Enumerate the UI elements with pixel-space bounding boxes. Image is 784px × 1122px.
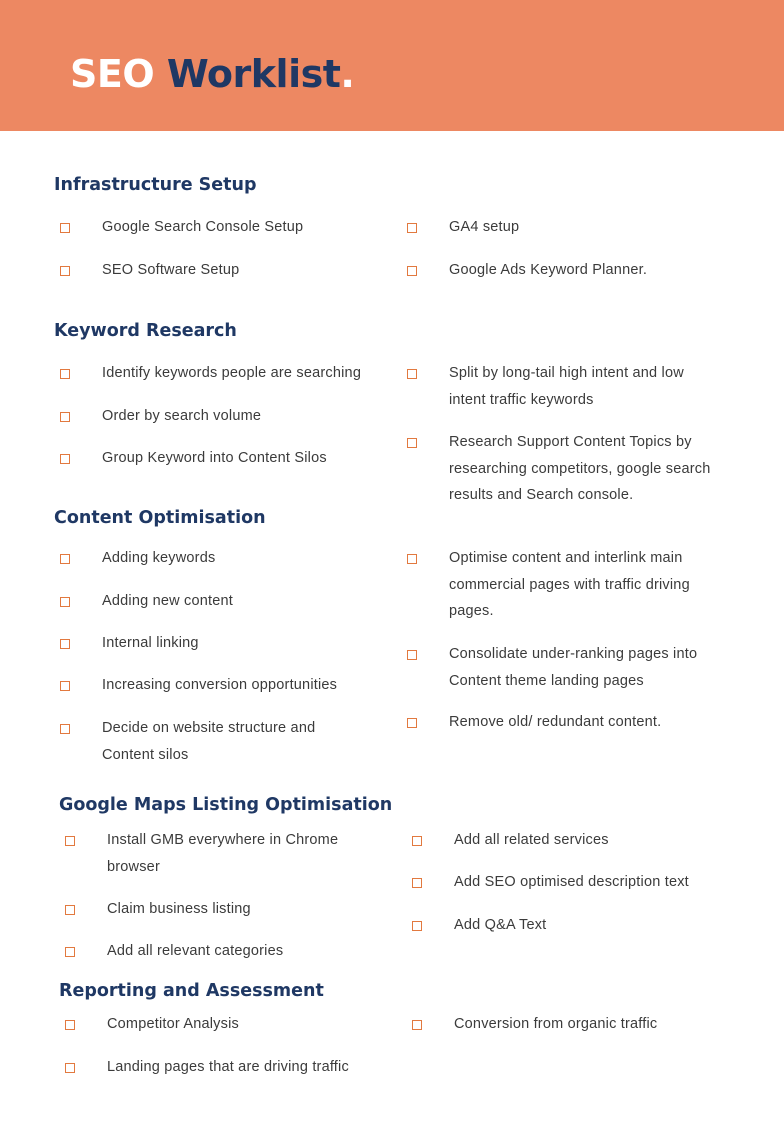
section-heading-reporting: Reporting and Assessment	[59, 981, 324, 1001]
title-word-worklist: Worklist	[166, 52, 341, 96]
checklist-item[interactable]	[407, 360, 727, 413]
checkbox[interactable]	[407, 369, 417, 379]
checklist-item-label: Internal linking	[102, 635, 199, 651]
checkbox[interactable]	[407, 266, 417, 276]
checklist-item[interactable]	[65, 938, 385, 965]
checklist-item[interactable]	[60, 403, 380, 430]
checklist-item[interactable]	[60, 445, 380, 472]
checkbox[interactable]	[60, 223, 70, 233]
checklist-item-label: Research Support Content Topics by researching competitors, google search results and Search console.	[449, 434, 711, 503]
checklist-item-label: Increasing conversion opportunities	[102, 677, 338, 693]
checklist-item-label: Split by long-tail high intent and low intent traffic keywords	[449, 365, 684, 408]
checkbox[interactable]	[407, 554, 417, 564]
checklist-item[interactable]	[407, 709, 737, 736]
checklist-item-label: Install GMB everywhere in Chrome browser	[107, 832, 339, 875]
checkbox[interactable]	[65, 1020, 75, 1030]
checklist-item[interactable]	[412, 1011, 742, 1038]
checklist-item[interactable]	[60, 360, 380, 387]
checklist-item-label: Identify keywords people are searching	[102, 365, 362, 381]
checklist-item-label: Consolidate under-ranking pages into Content theme landing pages	[449, 646, 698, 689]
checklist-item[interactable]	[60, 715, 380, 768]
header-banner	[0, 0, 784, 131]
checkbox[interactable]	[60, 266, 70, 276]
checkbox[interactable]	[407, 650, 417, 660]
checklist-item-label: Order by search volume	[102, 408, 262, 424]
section-heading-google-maps: Google Maps Listing Optimisation	[59, 795, 393, 815]
title-word-seo: SEO	[70, 52, 155, 96]
checkbox[interactable]	[65, 836, 75, 846]
checkbox[interactable]	[60, 681, 70, 691]
checklist-item[interactable]	[412, 827, 742, 854]
checklist-item-label: Landing pages that are driving traffic	[107, 1059, 349, 1075]
checkbox[interactable]	[412, 1020, 422, 1030]
checklist-item-label: Google Search Console Setup	[102, 219, 304, 235]
checklist-item[interactable]	[60, 630, 380, 657]
checklist-item[interactable]	[65, 1054, 385, 1081]
checkbox[interactable]	[60, 454, 70, 464]
checklist-item-label: Google Ads Keyword Planner.	[449, 262, 648, 278]
checklist-item[interactable]	[60, 545, 380, 572]
checklist-item[interactable]	[65, 827, 385, 880]
checklist-item[interactable]	[65, 896, 385, 923]
checklist-item-label: Remove old/ redundant content.	[449, 714, 662, 730]
checklist-item[interactable]	[407, 214, 737, 241]
checklist-item-label: Adding new content	[102, 593, 233, 609]
checklist-item-label: Add Q&A Text	[454, 917, 547, 933]
section-heading-content-optimisation: Content Optimisation	[54, 508, 266, 528]
section-heading-keyword-research: Keyword Research	[54, 321, 237, 341]
checklist-item-label: Competitor Analysis	[107, 1016, 239, 1032]
checklist-item-label: Group Keyword into Content Silos	[102, 450, 327, 466]
checklist-item-label: Adding keywords	[102, 550, 216, 566]
checkbox[interactable]	[60, 724, 70, 734]
checklist-item-label: Add SEO optimised description text	[454, 874, 689, 890]
checklist-item[interactable]	[60, 257, 380, 284]
checkbox[interactable]	[60, 369, 70, 379]
checklist-item[interactable]	[60, 672, 380, 699]
section-heading-infrastructure: Infrastructure Setup	[54, 175, 257, 195]
checklist-item[interactable]	[412, 912, 742, 939]
checkbox[interactable]	[412, 921, 422, 931]
title-dot: .	[340, 52, 355, 96]
checkbox[interactable]	[412, 878, 422, 888]
checkbox[interactable]	[65, 1063, 75, 1073]
checklist-item-label: GA4 setup	[449, 219, 520, 235]
checklist-item[interactable]	[407, 257, 737, 284]
checkbox[interactable]	[60, 597, 70, 607]
checklist-item-label: Add all related services	[454, 832, 609, 848]
checklist-item-label: Claim business listing	[107, 901, 251, 917]
checklist-item[interactable]	[407, 545, 737, 625]
checklist-item[interactable]	[60, 588, 380, 615]
checkbox[interactable]	[65, 905, 75, 915]
checklist-item[interactable]	[412, 869, 742, 896]
checklist-item-label: SEO Software Setup	[102, 262, 240, 278]
checkbox[interactable]	[65, 947, 75, 957]
checklist-item-label: Decide on website structure and Content silos	[102, 720, 316, 763]
checkbox[interactable]	[60, 554, 70, 564]
page-title	[70, 50, 354, 98]
checkbox[interactable]	[60, 639, 70, 649]
checklist-item[interactable]	[407, 641, 737, 694]
checklist-item-label: Optimise content and interlink main commercial pages with traffic driving pages.	[449, 550, 690, 619]
checklist-item-label: Conversion from organic traffic	[454, 1016, 658, 1032]
checkbox[interactable]	[412, 836, 422, 846]
checkbox[interactable]	[60, 412, 70, 422]
checklist-item[interactable]	[407, 429, 737, 509]
checkbox[interactable]	[407, 223, 417, 233]
checkbox[interactable]	[407, 438, 417, 448]
checklist-item-label: Add all relevant categories	[107, 943, 284, 959]
checklist-item[interactable]	[60, 214, 380, 241]
checkbox[interactable]	[407, 718, 417, 728]
checklist-item[interactable]	[65, 1011, 385, 1038]
